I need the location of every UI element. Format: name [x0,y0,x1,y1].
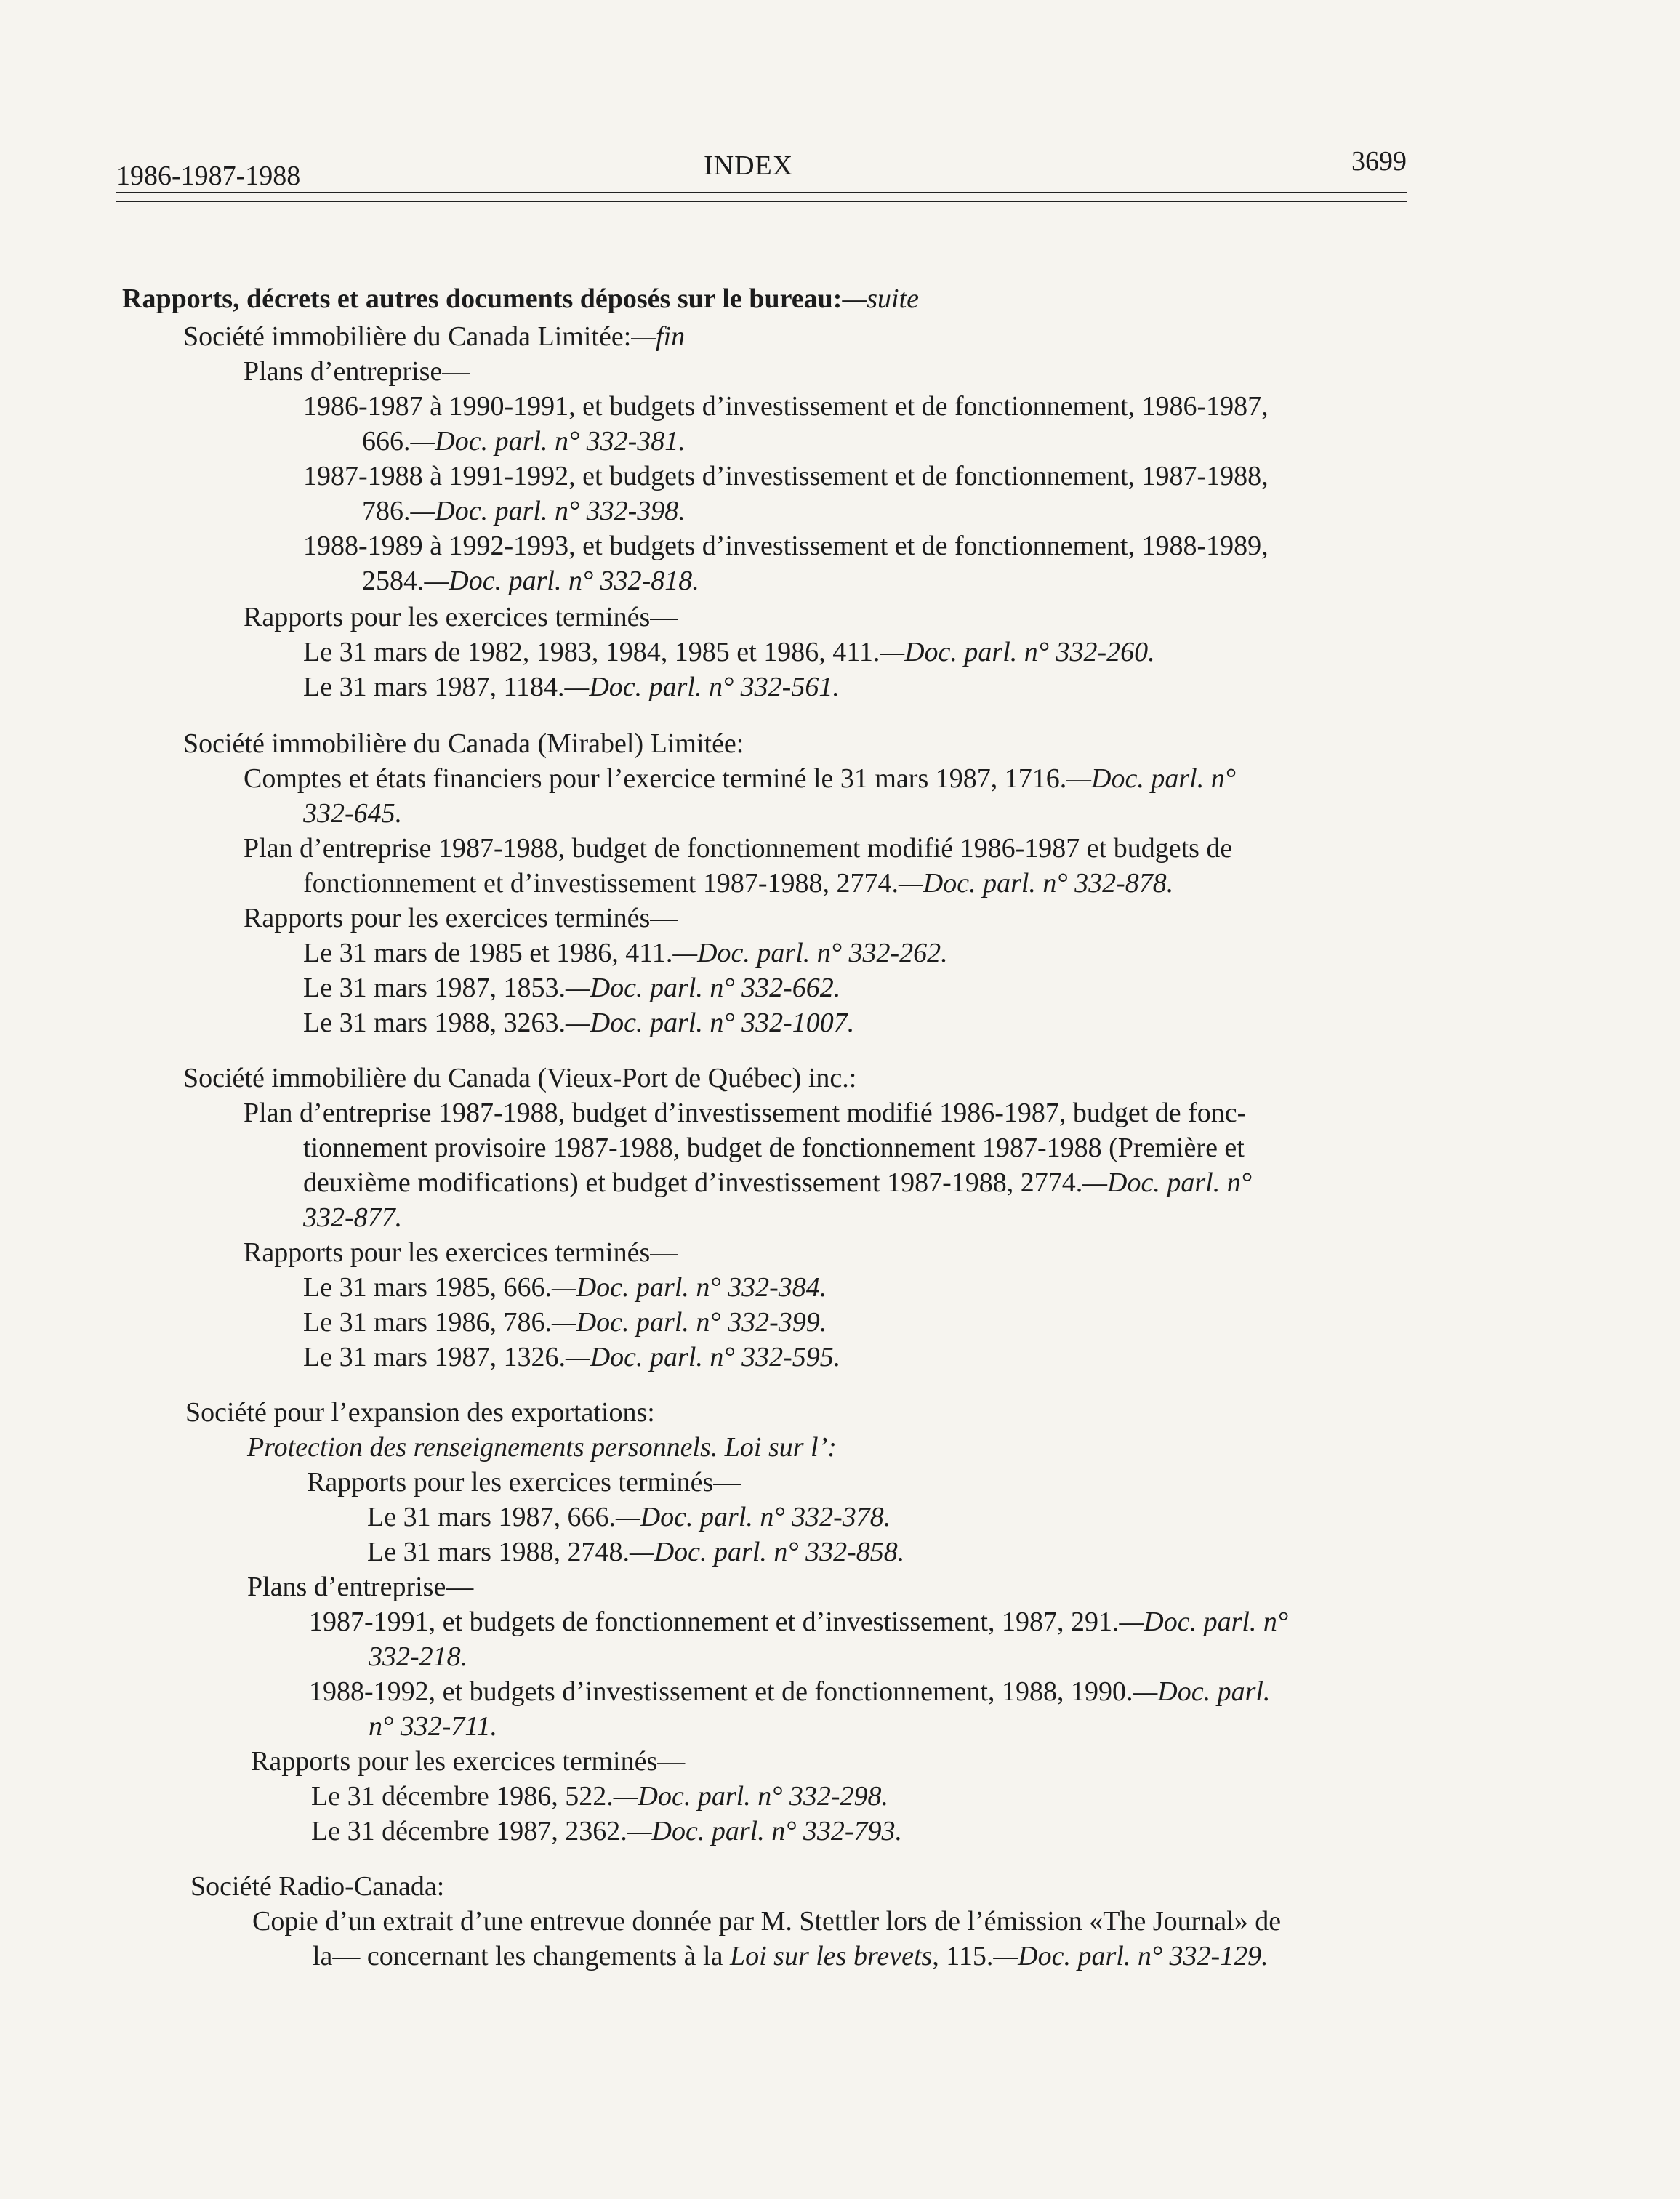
index-line: 786.—Doc. parl. n° 332-398. [362,496,686,526]
index-line: Plan d’entreprise 1987-1988, budget d’investissement modifié 1986-1987, budget de fonc- [244,1098,1247,1128]
subentry-title: Plans d’entreprise— [244,356,470,387]
index-line: Copie d’un extrait d’une entrevue donnée par M. Stettler lors de l’émission «The Journal» de [252,1906,1282,1937]
index-line: Le 31 mars 1987, 666.—Doc. parl. n° 332-378. [367,1502,891,1532]
subentry-title: Rapports pour les exercices terminés— [244,602,678,632]
entry-title: Société pour l’expansion des exportations: [185,1397,655,1428]
index-line: fonctionnement et d’investissement 1987-1988, 2774.—Doc. parl. n° 332-878. [303,868,1174,899]
index-line: 1987-1988 à 1991-1992, et budgets d’investissement et de fonctionnement, 1987-1988, [303,461,1269,491]
index-line: Le 31 mars 1987, 1184.—Doc. parl. n° 332-561. [303,672,840,702]
entry-title: Société immobilière du Canada (Vieux-Port de Québec) inc.: [183,1063,857,1093]
index-line: 1988-1992, et budgets d’investissement et de fonctionnement, 1988, 1990.—Doc. parl. [309,1676,1271,1707]
index-line: 1986-1987 à 1990-1991, et budgets d’investissement et de fonctionnement, 1986-1987, [303,391,1269,422]
page-number: 3699 [1351,146,1407,177]
entry-title: Société immobilière du Canada (Mirabel) Limitée: [183,728,744,759]
entry-title: Société Radio-Canada: [190,1871,445,1902]
index-line: 332-218. [369,1641,468,1672]
index-line: 332-877. [303,1202,403,1233]
index-line: 666.—Doc. parl. n° 332-381. [362,426,686,457]
index-line: Le 31 mars 1986, 786.—Doc. parl. n° 332-399. [303,1307,827,1338]
index-line: Le 31 mars 1988, 3263.—Doc. parl. n° 332-1007. [303,1008,855,1038]
index-line: tionnement provisoire 1987-1988, budget de fonctionnement 1987-1988 (Première et [303,1133,1245,1163]
index-line: Le 31 mars 1987, 1853.—Doc. parl. n° 332-662. [303,973,841,1003]
index-line: Le 31 mars de 1985 et 1986, 411.—Doc. parl. n° 332-262. [303,938,948,968]
index-line: la— concernant les changements à la Loi sur les brevets, 115.—Doc. parl. n° 332-129. [313,1941,1269,1971]
subentry-title: Rapports pour les exercices terminés— [244,903,678,933]
subentry-title: Rapports pour les exercices terminés— [244,1237,678,1268]
header-title: INDEX [704,150,794,181]
index-line: 1987-1991, et budgets de fonctionnement et d’investissement, 1987, 291.—Doc. parl. n° [309,1607,1289,1637]
section-heading: Rapports, décrets et autres documents déposés sur le bureau:—suite [122,284,920,314]
index-line: 1988-1989 à 1992-1993, et budgets d’investissement et de fonctionnement, 1988-1989, [303,531,1269,561]
index-line: Plan d’entreprise 1987-1988, budget de fonctionnement modifié 1986-1987 et budgets de [244,833,1233,864]
index-line: deuxième modifications) et budget d’investissement 1987-1988, 2774.—Doc. parl. n° [303,1167,1252,1198]
index-line: Le 31 mars 1988, 2748.—Doc. parl. n° 332-858. [367,1537,905,1567]
index-line: 332-645. [303,798,403,829]
index-line: Le 31 mars de 1982, 1983, 1984, 1985 et 1986, 411.—Doc. parl. n° 332-260. [303,637,1155,667]
index-line: Le 31 mars 1987, 1326.—Doc. parl. n° 332-595. [303,1342,841,1372]
index-line: Comptes et états financiers pour l’exercice terminé le 31 mars 1987, 1716.—Doc. parl. n° [244,763,1236,794]
index-line: n° 332-711. [369,1711,498,1742]
entry-title: Société immobilière du Canada Limitée:—fin [183,321,686,352]
subentry-title: Protection des renseignements personnels. Loi sur l’: [247,1432,837,1463]
index-line: Le 31 décembre 1986, 522.—Doc. parl. n° 332-298. [311,1781,889,1812]
index-line: Le 31 décembre 1987, 2362.—Doc. parl. n° 332-793. [311,1816,903,1846]
subentry-title: Rapports pour les exercices terminés— [307,1467,741,1498]
header-years: 1986-1987-1988 [116,161,301,191]
index-line: 2584.—Doc. parl. n° 332-818. [362,566,699,596]
index-line: Le 31 mars 1985, 666.—Doc. parl. n° 332-384. [303,1272,827,1303]
subentry-title: Rapports pour les exercices terminés— [251,1746,686,1777]
subentry-title: Plans d’entreprise— [247,1572,474,1602]
